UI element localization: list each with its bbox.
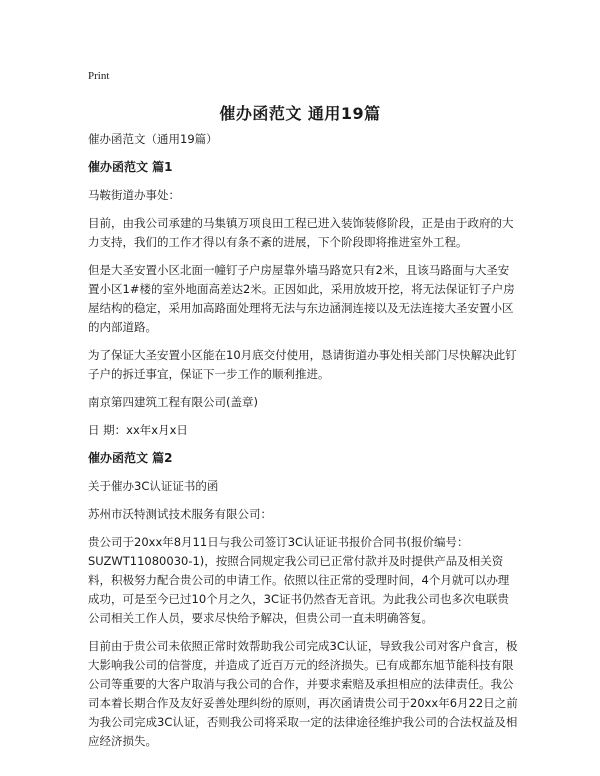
section-1-paragraph: 目前，由我公司承建的马集镇万项良田工程已进入装饰装修阶段，正是由于政府的大力支持，我们的工作才得以有条不紊的进展，下个阶段即将推进室外工程。 bbox=[88, 216, 514, 249]
section-1-date: 日 期：xx年x月x日 bbox=[88, 423, 188, 437]
section-2-recipient: 苏州市沃特测试技术服务有限公司： bbox=[88, 507, 272, 521]
section-1-paragraph: 但是大圣安置小区北面一幢钉子户房屋靠外墙马路宽只有2米，且该马路面与大圣安置小区1#楼的室外地面高差达2米。正因如此，采用放坡开挖，将无法保证钉子户房屋结构的稳定，采用加高路面处理将无法与东边涵洞连接以及无法连接大圣安置小区的内部道路。 bbox=[88, 263, 515, 334]
print-link[interactable]: Print bbox=[88, 70, 110, 82]
intro-line: 催办函范文（通用19篇） bbox=[88, 132, 218, 146]
section-2-paragraph: 目前由于贵公司未依照正常时效帮助我公司完成3C认证，导致我公司对客户食言，极大影响我公司的信誉度，并造成了近百万元的经济损失。已有成都东旭节能科技有限公司等重要的大客户取消与我公司的合作，并要求索赔及承担相应的法律责任。我公司本着长期合作及友好妥善处理纠纷的原则，再次函请贵公司于20xx年6月22日之前为我公司完成3C认证，否则我公司将采取一定的法律途径维护我公司的合法权益及相应经济损失。 bbox=[88, 639, 518, 748]
section-1-heading: 催办函范文 篇1 bbox=[88, 160, 173, 174]
document-body bbox=[88, 130, 518, 751]
section-2-heading: 催办函范文 篇2 bbox=[88, 451, 173, 465]
section-1-paragraph: 为了保证大圣安置小区能在10月底交付使用，恳请街道办事处相关部门尽快解决此钉子户的拆迁事宜，保证下一步工作的顺利推进。 bbox=[88, 348, 517, 381]
section-1-signature: 南京第四建筑工程有限公司(盖章) bbox=[88, 395, 258, 409]
section-2-paragraph: 贵公司于20xx年8月11日与我公司签订3C认证证书报价合同书(报价编号：SUZWT11080030-1)，按照合同规定我公司已正常付款并及时提供产品及相关资料，积极努力配合贵公司的申请工作。依照以往正常的受理时间，4个月就可以办理成功，可是至今已过10个月之久，3C证书仍然杳无音讯。为此我公司也多次电联贵公司相关工作人员，要求尽快给予解决，但贵公司一直未明确答复。 bbox=[88, 535, 510, 625]
section-2-subject: 关于催办3C认证证书的函 bbox=[88, 479, 219, 493]
section-1-recipient: 马鞍街道办事处： bbox=[88, 188, 180, 202]
document-title: 催办函范文 通用19篇 bbox=[219, 104, 381, 123]
